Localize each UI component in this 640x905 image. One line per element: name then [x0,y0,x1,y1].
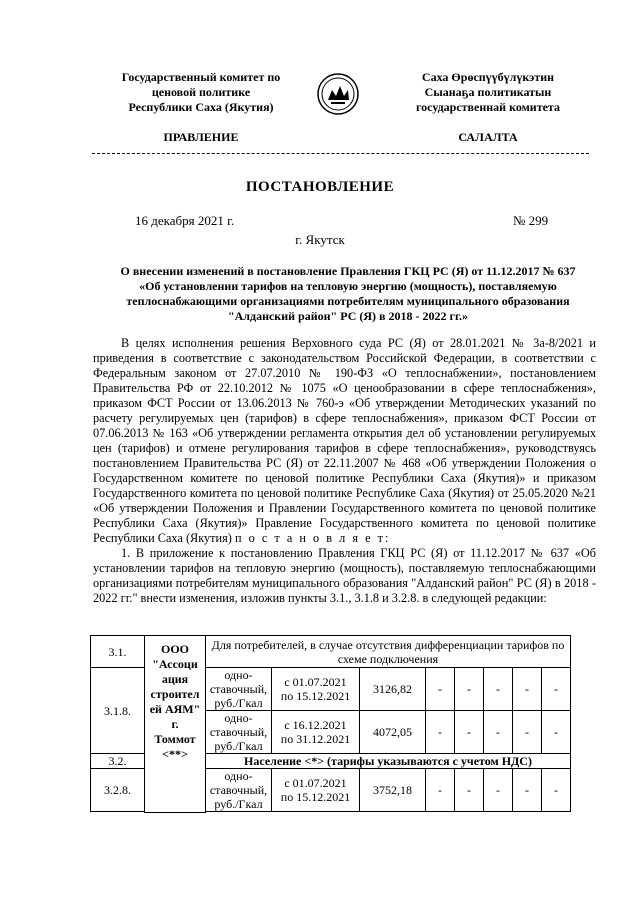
subject-line: теплоснабжающими организациями потребителям муниципального образования [126,294,570,308]
tariff-value: 3126,82 [360,668,426,711]
empty-cell: - [484,769,513,812]
empty-cell: - [513,711,542,754]
clause-1-paragraph: 1. В приложение к постановлению Правления ГКЦ РС (Я) от 11.12.2017 № 637 «Об установлении тарифов на тепловую энергию (мощность), поставляемую теплоснабжающими организациями потребителям муниципального образования "Алданский район" РС (Я) в 2018 - 2022 гг." внести изменения, изложив пункты 3.1., 3.1.8 и 3.2.8. в следующей редакции: [93,546,596,605]
subject-line: "Алданский район" РС (Я) в 2018 - 2022 гг.» [227,309,469,323]
unit-line: руб./Гкал [214,797,263,811]
issuer-dept-sah: САЛАЛТА [458,130,518,144]
empty-cell: - [513,668,542,711]
row-number: 3.2. [91,754,145,769]
empty-cell: - [542,769,571,812]
empty-cell: - [455,769,484,812]
preamble-text: В целях исполнения решения Верховного суда РС (Я) от 28.01.2021 № 3а-8/2021 и приведения в соответствие с законодательством Российской Федерации, в соответствии с Федеральным законом от 27.07.2010 № 190-ФЗ «О теплоснабжении», постановлением Правительства РФ от 22.10.2012 № 1075 «О ценообразовании в сфере теплоснабжения», приказом ФСТ России от 13.06.2013 № 760-э «Об утверждении Методических указаний по расчету регулируемых цен (тарифов) в сфере теплоснабжения», приказом ФСТ России от 07.06.2013 № 163 «Об утверждении регламента открытия дел об установлении регулируемых цен (тарифов) и отмене регулирования тарифов в сфере теплоснабжения», руководствуясь постановлением Правительства РС (Я) от 22.11.2007 № 468 «Об утверждении Положения о Государственном комитете по ценовой политике Республики Саха (Якутия)» и приказом Государственного комитета по ценовой политике Республике Саха (Якутия) от 25.05.2020 №21 «Об утверждении Положения и Правлении Государственного комитета по ценовой политике Республики Саха (Якутия)» Правление Государственного комитета по ценовой политике Республики Саха (Якутия) [93,336,596,545]
empty-cell: - [542,668,571,711]
issuer-sah-line: Саха Өрөспүүбүлүкэтин [421,70,555,84]
period-from: с 16.12.2021 [284,718,347,732]
org-line: Томмот [154,732,196,746]
org-line: г. [171,717,179,731]
unit-line: одно- [224,711,253,725]
period-from: с 01.07.2021 [284,675,347,689]
org-line: ей АЯМ" [149,702,201,716]
coat-of-arms-icon [316,72,360,116]
document-number: № 299 [513,213,549,228]
tariff-value: 3752,18 [360,769,426,812]
document-city: г. Якутск [295,232,345,247]
period-to: по 31.12.2021 [280,732,351,746]
group-header: Население <*> (тарифы указываются с учетом НДС) [206,754,571,769]
resolves-phrase: п о с т а н о в л я е т: [234,531,391,545]
period-to: по 15.12.2021 [280,790,351,804]
unit-line: ставочный, [209,725,268,739]
tariff-unit [206,668,272,711]
empty-cell: - [455,668,484,711]
organization-name [145,636,206,813]
row-number: 3.2.8. [91,769,145,812]
subject-line: О внесении изменений в постановление Правления ГКЦ РС (Я) от 11.12.2017 № 637 [120,264,576,278]
empty-cell: - [455,711,484,754]
period-from: с 01.07.2021 [284,776,347,790]
unit-line: одно- [224,668,253,682]
issuer-dept-ru: ПРАВЛЕНИЕ [163,130,239,144]
unit-line: руб./Гкал [214,696,263,710]
empty-cell: - [426,711,455,754]
tariff-period [272,711,360,754]
document-date: 16 декабря 2021 г. [135,213,235,228]
document-body [93,336,596,606]
tariff-period [272,769,360,812]
empty-cell: - [426,668,455,711]
empty-cell: - [484,668,513,711]
org-line: "Ассоци [152,657,198,671]
empty-cell: - [542,711,571,754]
group-header: Для потребителей, в случае отсутствия дифференциации тарифов по схеме подключения [206,636,571,668]
document-title: ПОСТАНОВЛЕНИЕ [245,179,395,195]
tariff-period [272,668,360,711]
unit-line: ставочный, [209,682,268,696]
issuer-ru-line: Государственный комитет по [121,70,281,84]
unit-line: одно- [224,769,253,783]
row-number: 3.1.8. [91,668,145,754]
issuer-sah-line: государственнай комитета [416,100,560,114]
issuer-ru-line: Республики Саха (Якутия) [128,100,274,114]
preamble-paragraph [93,336,596,546]
org-line: <**> [162,747,188,761]
unit-line: руб./Гкал [214,739,263,753]
tariff-value: 4072,05 [360,711,426,754]
table-row [91,636,571,668]
empty-cell: - [513,769,542,812]
tariff-unit [206,711,272,754]
empty-cell: - [426,769,455,812]
issuer-ru-line: ценовой политике [151,85,251,99]
org-line: строител [150,687,200,701]
org-line: ООО [160,642,189,656]
row-number: 3.1. [91,636,145,668]
issuer-sah-line: Сыанаҕа политикатын [424,85,552,99]
issuer-name-sah [388,70,588,115]
issuer-name-ru [95,70,307,115]
empty-cell: - [484,711,513,754]
document-subject [100,264,596,324]
subject-line: «Об установлении тарифов на тепловую энергию (мощность), поставляемую [139,279,557,293]
header-divider [92,153,589,154]
org-line: ация [161,672,189,686]
unit-line: ставочный, [209,783,268,797]
tariff-table [90,635,571,813]
period-to: по 15.12.2021 [280,689,351,703]
tariff-unit [206,769,272,812]
